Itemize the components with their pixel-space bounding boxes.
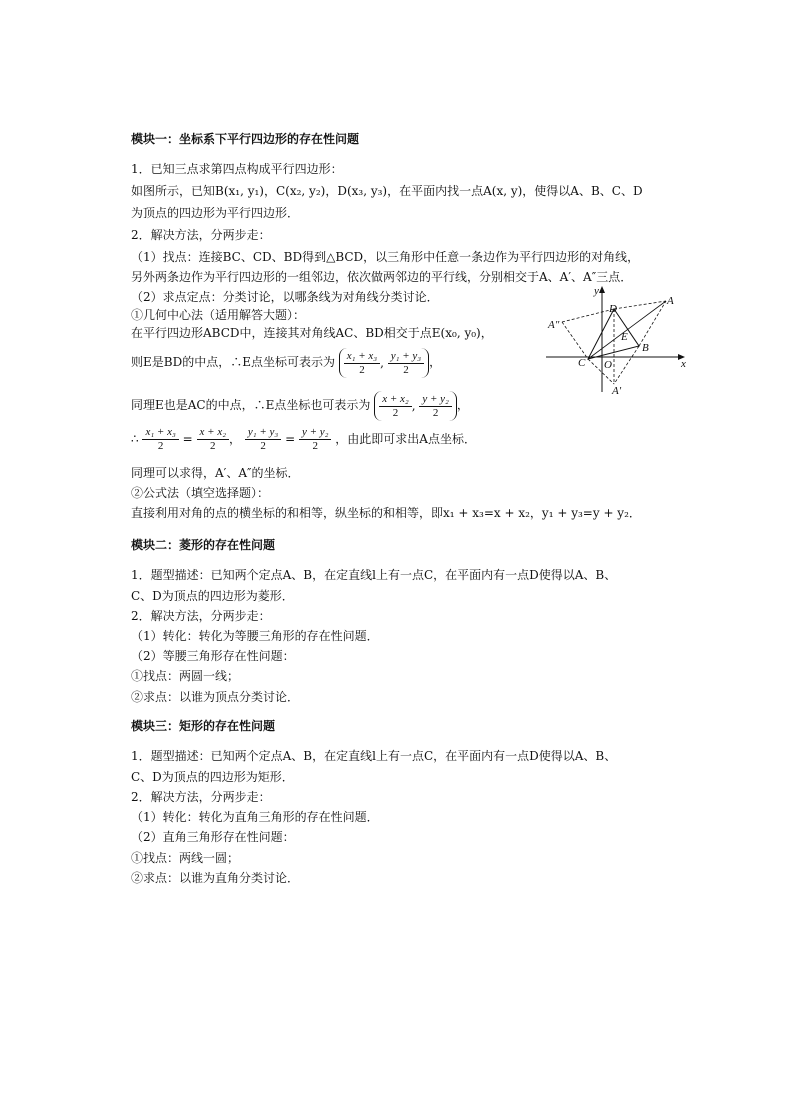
m2-line-1: 1．题型描述：已知两个定点A、B，在定直线l上有一点C，在平面内有一点D使得以A、B、: [131, 568, 617, 582]
numerator: y + y₂: [419, 393, 452, 407]
m1-line-13: 同理可以求得，A′、A″的坐标．: [131, 466, 300, 480]
numerator: y₁ + y₃: [388, 350, 424, 364]
m3-line-6: ①找点：两线一圆；: [131, 851, 240, 865]
denominator: 2: [403, 363, 409, 376]
label-a-prime: A′: [612, 385, 622, 396]
m1-line-5: （1）找点：连接BC、CD、BD得到△BCD，以三角形中任意一条边作为平行四边形的对角线，: [131, 250, 640, 264]
label-x: x: [681, 358, 686, 370]
fraction: [379, 393, 412, 420]
label-y: y: [594, 285, 599, 297]
equals: =: [182, 432, 193, 446]
equals: =: [285, 432, 296, 446]
m1-line-1: 1．已知三点求第四点构成平行四边形：: [131, 162, 343, 176]
m3-line-3: 2．解决方法，分两步走：: [131, 790, 271, 804]
m2-line-4: （1）转化：转化为等腰三角形的存在性问题．: [131, 629, 379, 643]
comma: ，: [456, 398, 469, 412]
denominator: 2: [157, 440, 164, 452]
m1-line-9: 在平行四边形ABCD中，连接其对角线AC、BD相交于点E(x₀, y₀)，: [131, 326, 493, 340]
denominator: 2: [260, 440, 266, 452]
denominator: 2: [392, 406, 399, 419]
dashed-line: [562, 309, 614, 322]
numerator: x₁ + x₃: [344, 350, 380, 364]
numerator: x₁ + x₃: [142, 426, 178, 440]
separator: ，: [229, 432, 242, 446]
dashed-line: [639, 301, 666, 346]
fraction: [344, 350, 380, 377]
denominator: 2: [210, 440, 216, 452]
triangle-bcd: [588, 309, 639, 359]
label-e: E: [621, 331, 628, 343]
therefore: ∴: [131, 432, 139, 446]
coord-expression-1: $\frac{\text{x₁ + x₃}}{2}$ , $\frac{\text{y₁ + y₃}}{2}$: [339, 348, 429, 378]
m1-line-14: ②公式法（填空选择题）：: [131, 486, 270, 500]
label-o: O: [604, 359, 612, 371]
diagonal: [588, 301, 666, 359]
m1-line-15: 直接利用对角的点的横坐标的和相等，纵坐标的和相等，即x₁ + x₃=x + x₂，y₁ + y₃=y + y₂．: [131, 506, 641, 520]
label-a-double-prime: A″: [548, 319, 560, 331]
m1-line-10: [131, 347, 441, 378]
numerator: y₁ + y₃: [245, 426, 281, 440]
dashed-line: [614, 301, 666, 309]
m1-line-3: 为顶点的四边形为平行四边形．: [131, 206, 300, 220]
fraction: [299, 426, 332, 453]
m1-line-4: 2．解决方法，分两步走：: [131, 228, 271, 242]
m1-line-7: （2）求点定点：分类讨论，以哪条线为对角线分类讨论．: [131, 290, 439, 304]
denominator: 2: [312, 440, 318, 452]
m3-line-4: （1）转化：转化为直角三角形的存在性问题．: [131, 810, 379, 824]
m2-line-7: ②求点：以谁为顶点分类讨论．: [131, 690, 300, 704]
label-a: A: [667, 295, 674, 307]
m1-line-10-text: 则E是BD的中点，∴E点坐标可表示为: [131, 355, 335, 369]
numerator: x + x₂: [197, 426, 230, 440]
y-axis-arrow: [599, 286, 605, 293]
label-b: B: [642, 342, 649, 354]
numerator: y + y₂: [299, 426, 332, 440]
m1-line-12: [131, 424, 476, 454]
m3-line-5: （2）直角三角形存在性问题：: [131, 830, 295, 844]
label-d: D: [609, 303, 617, 315]
dashed-line: [562, 322, 588, 359]
m3-line-2: C、D为顶点的四边形为矩形．: [131, 770, 294, 784]
m1-line-8: ①几何中心法（适用解答大题）：: [131, 308, 306, 322]
m3-line-7: ②求点：以谁为直角分类讨论．: [131, 871, 300, 885]
comma: ，: [429, 355, 442, 369]
module1-title: 模块一：坐标系下平行四边形的存在性问题: [131, 132, 360, 146]
m2-line-6: ①找点：两圆一线；: [131, 669, 240, 683]
fraction: [142, 426, 178, 453]
numerator: x + x₂: [379, 393, 412, 407]
fraction: [388, 350, 424, 377]
m1-line-6: 另外两条边作为平行四边形的一组邻边，依次做两邻边的平行线，分别相交于A、A′、A″三点．: [131, 270, 633, 284]
m3-line-1: 1．题型描述：已知两个定点A、B，在定直线l上有一点C，在平面内有一点D使得以A、B、: [131, 749, 617, 763]
label-c: C: [578, 357, 586, 369]
denominator: 2: [432, 406, 439, 419]
fraction: [419, 393, 452, 420]
m1-line-12-tail: ，由此即可求出A点坐标．: [335, 432, 476, 446]
denominator: 2: [359, 363, 365, 376]
m1-line-11: [131, 390, 469, 421]
fraction: [197, 426, 230, 453]
m1-line-2: 如图所示，已知B(x₁, y₁)，C(x₂, y₂)，D(x₃, y₃)，在平面内找一点A(x, y)，使得以A、B、C、D: [131, 184, 643, 198]
coord-expression-2: $\frac{\text{x + x₂}}{2}$ , $\frac{\text{y + y₂}}{2}$: [374, 391, 457, 421]
module2-title: 模块二：菱形的存在性问题: [131, 538, 276, 552]
fraction: [245, 426, 281, 453]
m2-line-5: （2）等腰三角形存在性问题：: [131, 649, 295, 663]
m2-line-3: 2．解决方法，分两步走：: [131, 609, 271, 623]
module3-title: 模块三：矩形的存在性问题: [131, 719, 276, 733]
m1-line-11-text: 同理E也是AC的中点，∴E点坐标也可表示为: [131, 398, 371, 412]
m2-line-2: C、D为顶点的四边形为菱形．: [131, 589, 294, 603]
parallelogram-figure: [542, 284, 692, 396]
